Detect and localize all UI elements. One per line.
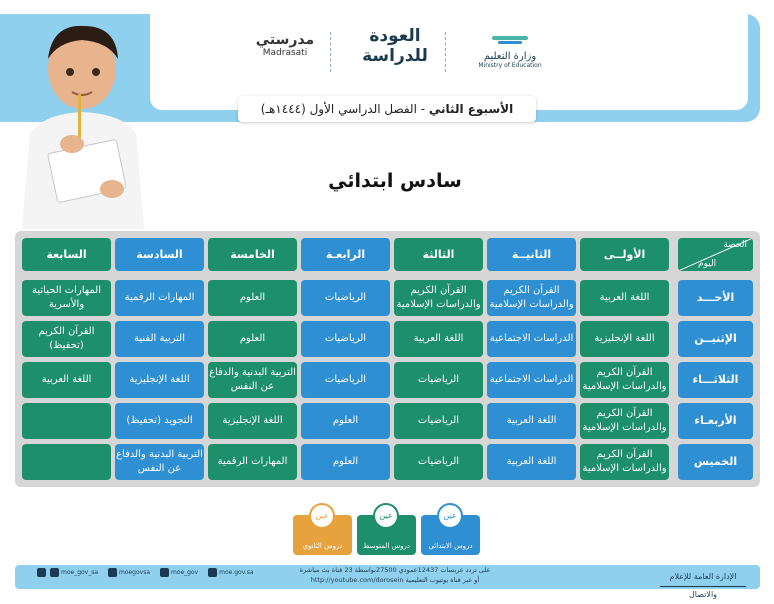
logo-divider	[330, 32, 332, 72]
lesson-cell: اللغة العربية	[580, 280, 669, 316]
lesson-cell: العلوم	[301, 403, 390, 439]
twitter-icon	[37, 568, 46, 577]
period-header: الأولــى	[580, 238, 669, 271]
lesson-cell	[22, 403, 111, 439]
logo-divider	[445, 32, 447, 72]
lesson-cell: اللغة العربية	[487, 403, 576, 439]
day-label: الخميس	[678, 444, 753, 480]
lesson-cell: التربية البدنية والدفاع عن النفس	[208, 362, 297, 398]
ein-logo-icon: عين	[437, 503, 463, 529]
lesson-cell: اللغة العربية	[22, 362, 111, 398]
lesson-cell: التربية الفنية	[115, 321, 204, 357]
social-handle-4: moe.gov.sa	[219, 569, 254, 576]
lesson-cell: القرآن الكريم والدراسات الإسلامية	[487, 280, 576, 316]
lesson-cell: اللغة العربية	[394, 321, 483, 357]
lessons-badge[interactable]	[357, 511, 416, 555]
lesson-cell: الرياضيات	[394, 362, 483, 398]
madrasati-ar: مدرستي	[255, 32, 315, 48]
social-handle-1: moe_gov_sa	[61, 569, 99, 576]
madrasati-en: Madrasati	[262, 48, 308, 58]
badge-label: دروس المتوسط	[362, 542, 410, 550]
footer-social	[35, 568, 260, 577]
lesson-cell: القرآن الكريم والدراسات الإسلامية	[394, 280, 483, 316]
week-title	[238, 96, 536, 122]
footer-seal: الإدارة العامة للإعلام والاتصال	[660, 568, 746, 587]
lesson-cell: القرآن الكريم والدراسات الإسلامية	[580, 444, 669, 480]
badge-label: دروس الثانوي	[302, 542, 343, 550]
week-title-bold: الأسبوع الثاني	[428, 102, 514, 116]
lesson-cell: القرآن الكريم والدراسات الإسلامية	[580, 362, 669, 398]
period-header: الرابعـة	[301, 238, 390, 271]
web-icon	[208, 568, 217, 577]
lesson-cell: الرياضيات	[394, 403, 483, 439]
social-handle-2: moegovsa	[118, 569, 151, 576]
ein-logo-icon: عين	[309, 503, 335, 529]
period-header: الثالثة	[394, 238, 483, 271]
madrasati-logo	[240, 32, 330, 58]
lesson-cell: العلوم	[208, 280, 297, 316]
lessons-badge[interactable]	[421, 511, 480, 555]
back-to-school-line2: للدراسة	[362, 46, 428, 66]
lesson-cell: القرآن الكريم (تحفيظ)	[22, 321, 111, 357]
lesson-cell: التجويد (تحفيظ)	[115, 403, 204, 439]
period-header: السابعة	[22, 238, 111, 271]
footer-line-1: على تردد عربسات 12437عمودي 27500بواسطة 23 قناة بث مباشرة	[299, 566, 491, 574]
ein-logo-icon: عين	[373, 503, 399, 529]
footer-broadcast-info	[295, 565, 495, 585]
corner-day-label: اليوم	[698, 259, 717, 269]
lesson-cell: الرياضيات	[301, 280, 390, 316]
moe-en: Ministry of Education	[478, 62, 542, 69]
week-title-rest: - الفصل الدراسي الأول (١٤٤٤هـ)	[260, 102, 429, 116]
lesson-cell: اللغة الإنجليزية	[115, 362, 204, 398]
lesson-cell: المهارات الرقمية	[115, 280, 204, 316]
period-header: الثانيــة	[487, 238, 576, 271]
lesson-cell: القرآن الكريم والدراسات الإسلامية	[580, 403, 669, 439]
moe-logo	[460, 32, 560, 69]
lesson-cell: المهارات الحياتية والأسرية	[22, 280, 111, 316]
instagram-icon	[50, 568, 59, 577]
lesson-cell: الرياضيات	[301, 362, 390, 398]
day-label: الثلاثـــاء	[678, 362, 753, 398]
snapchat-icon	[160, 568, 169, 577]
period-header: السادسة	[115, 238, 204, 271]
lesson-cell: الدراسات الاجتماعية	[487, 362, 576, 398]
moe-emblem-icon	[490, 33, 530, 47]
lesson-cell: اللغة العربية	[487, 444, 576, 480]
footer-line-2: أو عبر قناة يوتيوب التعليمية http://youtube.com/dorosein	[310, 576, 480, 584]
lessons-badge[interactable]	[293, 511, 352, 555]
footer-bar	[15, 565, 760, 599]
back-to-school-line1: العودة	[369, 26, 421, 46]
lesson-cell: الرياضيات	[301, 321, 390, 357]
lesson-cell: المهارات الرقمية	[208, 444, 297, 480]
day-label: الأربعـاء	[678, 403, 753, 439]
lesson-cell: التربية البدنية والدفاع عن النفس	[115, 444, 204, 480]
moe-ar: وزارة التعليم	[483, 51, 537, 62]
day-label: الإثنيــن	[678, 321, 753, 357]
lesson-cell: الرياضيات	[394, 444, 483, 480]
lesson-cell: اللغة الإنجليزية	[208, 403, 297, 439]
lesson-cell: العلوم	[208, 321, 297, 357]
grade-title: سادس ابتدائي	[328, 170, 462, 192]
lesson-cell: العلوم	[301, 444, 390, 480]
badge-label: دروس الابتدائي	[428, 542, 473, 550]
lesson-cell	[22, 444, 111, 480]
day-label: الأحـــد	[678, 280, 753, 316]
back-to-school-logo	[345, 26, 445, 66]
lesson-cell: اللغة الإنجليزية	[580, 321, 669, 357]
period-header: الخامسة	[208, 238, 297, 271]
facebook-icon	[108, 568, 117, 577]
lesson-cell: الدراسات الاجتماعية	[487, 321, 576, 357]
social-handle-3: moe_gov	[170, 569, 199, 576]
student-boy-illustration	[12, 14, 152, 229]
table-corner	[678, 238, 753, 271]
corner-period-label: الحصة	[723, 240, 747, 250]
